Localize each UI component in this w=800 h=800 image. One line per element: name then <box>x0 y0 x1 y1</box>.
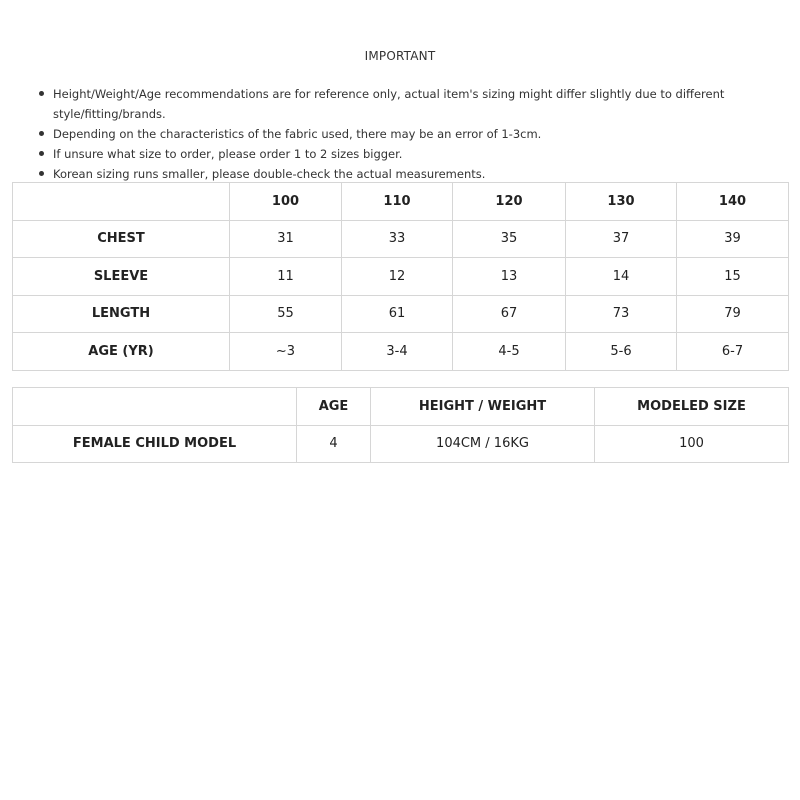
table-cell: 12 <box>342 258 453 296</box>
model-column-header: HEIGHT / WEIGHT <box>371 388 595 426</box>
note-item: If unsure what size to order, please order 1 to 2 sizes bigger. <box>39 144 759 164</box>
table-row <box>13 333 789 371</box>
table-cell: 37 <box>566 220 677 258</box>
row-label-chest: CHEST <box>13 220 230 258</box>
notes-list <box>39 84 759 184</box>
table-row <box>13 258 789 296</box>
size-column-header: 120 <box>453 183 566 221</box>
table-cell: 100 <box>595 425 789 463</box>
size-column-header: 140 <box>677 183 789 221</box>
table-cell: 4-5 <box>453 333 566 371</box>
table-cell: 6-7 <box>677 333 789 371</box>
row-label-sleeve: SLEEVE <box>13 258 230 296</box>
table-row <box>13 295 789 333</box>
table-cell: 104CM / 16KG <box>371 425 595 463</box>
table-cell: 13 <box>453 258 566 296</box>
size-column-header: 110 <box>342 183 453 221</box>
model-column-header: MODELED SIZE <box>595 388 789 426</box>
table-row <box>13 425 789 463</box>
table-cell: 35 <box>453 220 566 258</box>
size-column-header: 130 <box>566 183 677 221</box>
note-item: Depending on the characteristics of the fabric used, there may be an error of 1-3cm. <box>39 124 759 144</box>
page-title: IMPORTANT <box>364 49 436 63</box>
table-cell: ~3 <box>230 333 342 371</box>
header-corner-cell <box>13 388 297 426</box>
table-cell: 79 <box>677 295 789 333</box>
row-label-length: LENGTH <box>13 295 230 333</box>
table-cell: 31 <box>230 220 342 258</box>
size-column-header: 100 <box>230 183 342 221</box>
table-cell: 61 <box>342 295 453 333</box>
model-info-table <box>12 387 789 463</box>
model-column-header: AGE <box>297 388 371 426</box>
table-row <box>13 220 789 258</box>
table-cell: 3-4 <box>342 333 453 371</box>
table-cell: 14 <box>566 258 677 296</box>
note-item: Korean sizing runs smaller, please double-check the actual measurements. <box>39 164 759 184</box>
table-cell: 33 <box>342 220 453 258</box>
table-cell: 55 <box>230 295 342 333</box>
size-chart-table <box>12 182 789 371</box>
row-label-age: AGE (YR) <box>13 333 230 371</box>
table-cell: 73 <box>566 295 677 333</box>
table-cell: 4 <box>297 425 371 463</box>
table-cell: 15 <box>677 258 789 296</box>
header-corner-cell <box>13 183 230 221</box>
table-cell: 11 <box>230 258 342 296</box>
table-cell: 67 <box>453 295 566 333</box>
table-cell: 39 <box>677 220 789 258</box>
note-item: Height/Weight/Age recommendations are for reference only, actual item's sizing might differ slightly due to different style/fitting/brands. <box>39 84 759 124</box>
row-label-model: FEMALE CHILD MODEL <box>13 425 297 463</box>
table-cell: 5-6 <box>566 333 677 371</box>
table-header-row <box>13 183 789 221</box>
table-header-row <box>13 388 789 426</box>
